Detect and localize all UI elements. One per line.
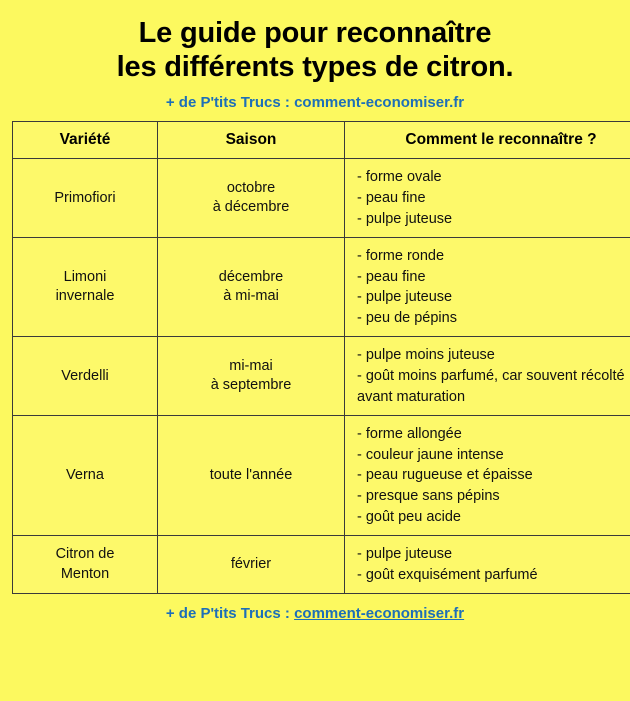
table-row	[13, 536, 630, 594]
saison-line-1: février	[230, 555, 272, 572]
variete-line-1: Citron de	[55, 546, 115, 563]
saison-line-1: mi-mai	[229, 357, 273, 374]
table-row	[13, 337, 630, 416]
cell-comment	[345, 337, 630, 416]
footer-credit	[12, 605, 618, 622]
comment-point: - goût moins parfumé, car souvent récolté avant maturation	[357, 368, 625, 405]
column-header-saison: Saison	[158, 122, 345, 159]
footer-link[interactable]: comment-economiser.fr	[294, 605, 465, 623]
comment-point: - presque sans pépins	[357, 487, 500, 504]
cell-comment	[345, 238, 630, 337]
cell-variete: Verdelli	[13, 337, 158, 416]
comment-point: - forme ovale	[357, 169, 442, 186]
comment-point: - pulpe juteuse	[357, 210, 453, 227]
title-line-2: les différents types de citron.	[116, 51, 514, 84]
table-row	[13, 416, 630, 536]
cell-comment	[345, 536, 630, 594]
comment-point: - peau fine	[357, 190, 426, 207]
page-title	[12, 16, 618, 84]
cell-variete	[13, 536, 158, 594]
subtitle-credit: + de P'tits Trucs : comment-economiser.fr	[165, 94, 465, 112]
saison-line-2: à septembre	[210, 377, 292, 394]
table-header-row	[13, 122, 630, 159]
comment-point: - goût exquisément parfumé	[357, 566, 538, 583]
saison-line-1: décembre	[218, 268, 284, 285]
cell-variete: Verna	[13, 416, 158, 536]
saison-line-1: toute l'année	[209, 466, 293, 483]
cell-saison	[158, 536, 345, 594]
comment-point: - peau fine	[357, 268, 426, 285]
comment-point: - peu de pépins	[357, 309, 457, 326]
comment-point: - pulpe juteuse	[357, 289, 453, 306]
comment-point: - goût peu acide	[357, 508, 461, 525]
cell-saison	[158, 416, 345, 536]
column-header-comment: Comment le reconnaître ?	[345, 122, 630, 159]
variete-line-1: Limoni	[63, 268, 107, 285]
cell-saison	[158, 337, 345, 416]
table-header	[13, 122, 630, 159]
saison-line-2: à décembre	[212, 199, 290, 216]
saison-line-2: à mi-mai	[223, 288, 279, 305]
table-row	[13, 159, 630, 238]
comment-point: - pulpe juteuse	[357, 546, 453, 563]
cell-variete	[13, 238, 158, 337]
variete-line-2: invernale	[55, 288, 115, 305]
title-line-1: Le guide pour reconnaître	[138, 17, 492, 49]
comment-point: - forme ronde	[357, 248, 445, 265]
lemon-varieties-table	[12, 121, 630, 594]
table-row	[13, 238, 630, 337]
cell-comment	[345, 416, 630, 536]
variete-line-2: Menton	[60, 565, 110, 582]
cell-comment	[345, 159, 630, 238]
comment-point: - peau rugueuse et épaisse	[357, 467, 533, 484]
comment-point: - couleur jaune intense	[357, 446, 504, 463]
table-body	[13, 159, 630, 594]
cell-variete: Primofiori	[13, 159, 158, 238]
saison-line-1: octobre	[226, 179, 276, 196]
cell-saison	[158, 238, 345, 337]
comment-point: - forme allongée	[357, 426, 462, 443]
cell-saison	[158, 159, 345, 238]
column-header-variete: Variété	[13, 122, 158, 159]
footer-prefix: + de P'tits Trucs :	[165, 605, 295, 623]
comment-point: - pulpe moins juteuse	[357, 347, 495, 364]
